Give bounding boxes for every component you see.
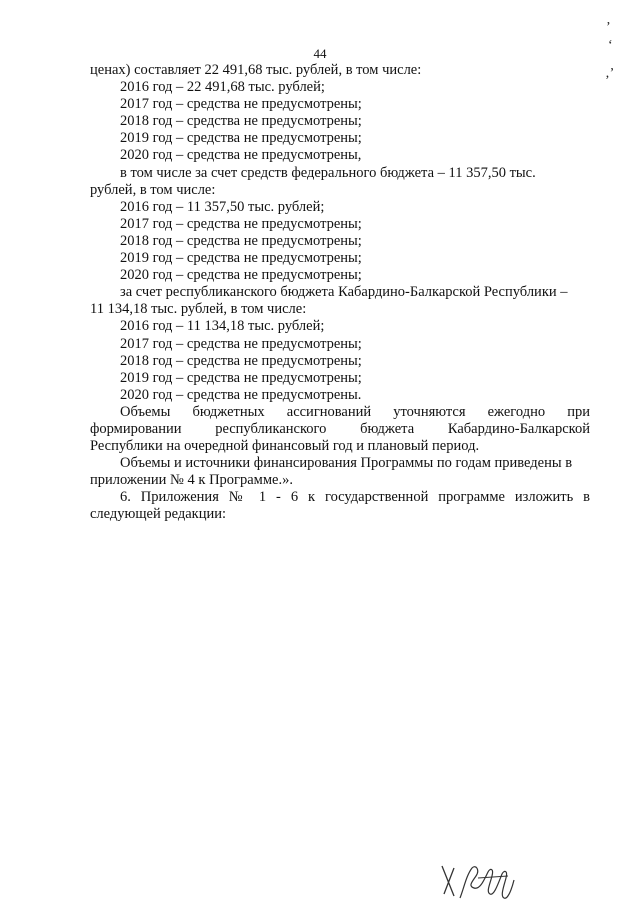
text-line: Республики на очередной финансовый год и плановый период. xyxy=(90,438,480,455)
text-line: 2018 год – средства не предусмотрены; xyxy=(120,352,362,369)
document-body xyxy=(90,62,590,524)
text-line: 2017 год – средства не предусмотрены; xyxy=(120,96,362,113)
text-line: Объемы и источники финансирования Программы по годам приведены в xyxy=(120,455,573,472)
text-line: 2018 год – средства не предусмотрены; xyxy=(120,113,362,130)
text-line: рублей, в том числе: xyxy=(90,181,216,198)
text-line: Объемы бюджетных ассигнований уточняются ежегодно при xyxy=(120,403,590,420)
text-line: 2017 год – средства не предусмотрены; xyxy=(120,215,362,232)
margin-mark: ’ xyxy=(606,20,611,35)
text-line: 2020 год – средства не предусмотрены. xyxy=(120,386,362,403)
text-line: 2020 год – средства не предусмотрены; xyxy=(120,267,362,284)
text-line: 2019 год – средства не предусмотрены; xyxy=(120,130,362,147)
text-line: 2016 год – 11 134,18 тыс. рублей; xyxy=(120,318,325,335)
text-line: 2019 год – средства не предусмотрены; xyxy=(120,250,362,267)
text-line: в том числе за счет средств федерального бюджета – 11 357,50 тыс. xyxy=(120,164,536,181)
text-line: приложении № 4 к Программе.». xyxy=(90,472,293,489)
text-line: 2019 год – средства не предусмотрены; xyxy=(120,369,362,386)
text-line: 11 134,18 тыс. рублей, в том числе: xyxy=(90,301,307,318)
handwritten-signature xyxy=(438,858,518,904)
text-line: 6. Приложения № 1 - 6 к государственной программе изложить в xyxy=(120,489,590,506)
margin-mark: ‚’ xyxy=(605,66,615,81)
text-line: за счет республиканского бюджета Кабардино-Балкарской Республики – xyxy=(120,284,568,301)
text-line: 2018 год – средства не предусмотрены; xyxy=(120,232,362,249)
text-line: 2016 год – 11 357,50 тыс. рублей; xyxy=(120,198,325,215)
page-number: 44 xyxy=(313,46,327,61)
margin-mark: ʻ xyxy=(608,38,613,53)
text-line: 2020 год – средства не предусмотрены, xyxy=(120,147,362,164)
text-line: следующей редакции: xyxy=(90,506,227,523)
text-line: 2017 год – средства не предусмотрены; xyxy=(120,335,362,352)
text-line: формировании республиканского бюджета Кабардино-Балкарской xyxy=(90,420,590,437)
text-line: ценах) составляет 22 491,68 тыс. рублей, в том числе: xyxy=(90,62,422,78)
text-line: 2016 год – 22 491,68 тыс. рублей; xyxy=(120,79,325,96)
